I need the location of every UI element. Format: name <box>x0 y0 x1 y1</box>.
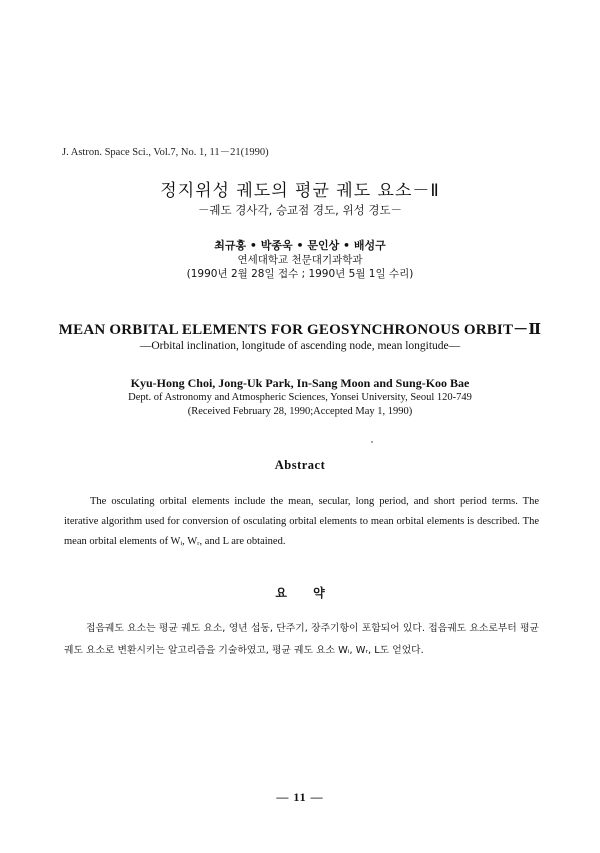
korean-abstract-body: 접음궤도 요소는 평균 궤도 요소, 영년 섭동, 단주기, 장주기항이 포함되어 있다. 접음궤도 요소로부터 평균 궤도 요소로 변환시키는 알고리즘을 기술하였고, 평균 궤도 요소 Wᵢ, Wᵣ, L도 얻었다. <box>64 623 539 656</box>
korean-authors: 최규홍 • 박종욱 • 문인상 • 배성구 <box>214 239 386 252</box>
korean-abstract-heading: 요 약 <box>275 586 325 600</box>
abstract-body: The osculating orbital elements include the mean, secular, long period, and short period terms. The iterative algorithm used for conversion of osculating orbital elements to mean orbital elements is described. The mean orbital elements of Wᵢ, Wᵣ, and L are obtained. <box>64 496 539 547</box>
page-number: — 11 — <box>276 790 324 804</box>
korean-affiliation: 연세대학교 천문대기과학과 <box>237 254 363 266</box>
abstract-heading: Abstract <box>274 458 326 472</box>
english-affiliation: Dept. of Astronomy and Atmospheric Sciences, Yonsei University, Seoul 120-749 <box>128 392 472 403</box>
korean-subtitle: －궤도 경사각, 승교점 경도, 위성 경도－ <box>197 203 403 217</box>
journal-reference: J. Astron. Space Sci., Vol.7, No. 1, 11－21(1990) <box>62 147 269 158</box>
english-authors: Kyu-Hong Choi, Jong-Uk Park, In-Sang Moon and Sung-Koo Bae <box>130 376 470 390</box>
english-subtitle: —Orbital inclination, longitude of ascending node, mean longitude— <box>139 340 461 352</box>
english-title: MEAN ORBITAL ELEMENTS FOR GEOSYNCHRONOUS ORBIT－Ⅱ <box>58 322 542 338</box>
english-dates: (Received February 28, 1990;Accepted May 1, 1990) <box>187 406 413 417</box>
speck-mark <box>371 441 373 443</box>
korean-dates: (1990년 2월 28일 접수 ; 1990년 5월 1일 수리) <box>186 268 414 280</box>
korean-title: 정지위성 궤도의 평균 궤도 요소－Ⅱ <box>160 181 440 201</box>
